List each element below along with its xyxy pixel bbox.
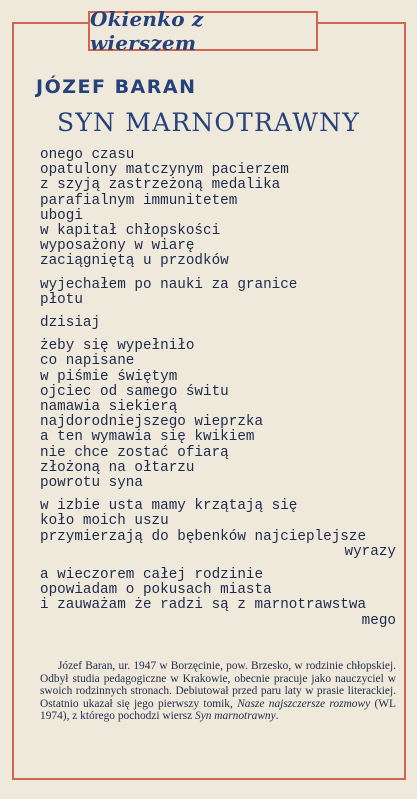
bio-text: . — [275, 710, 279, 723]
poem-line: i zauważam że radzi są z marnotrawstwa — [40, 597, 367, 614]
column-header — [88, 7, 318, 55]
poem-line: w piśmie świętym — [40, 368, 178, 385]
bio-text: (WL 1974), z którego pochodzi wiersz — [40, 697, 396, 723]
poem-line: opatulony matczynym pacierzem — [40, 162, 289, 179]
poem-line: zaciągniętą u przodków — [40, 253, 229, 270]
poem-line: przymierzają do bębenków najcieplejsze — [40, 528, 367, 545]
poem-line: a ten wymawia się kwikiem — [40, 429, 255, 446]
book-title: Nasze najszczersze rozmowy — [237, 697, 371, 710]
stanza — [40, 568, 396, 629]
poem-reference: Syn marnotrawny — [195, 710, 276, 723]
poem-line: powrotu syna — [40, 475, 143, 492]
poem-title: SYN MARNOTRAWNY — [57, 108, 360, 137]
poem-line: płotu — [40, 291, 83, 308]
poem-line: onego czasu — [40, 147, 135, 163]
poem-line: z szyją zastrzeżoną medalika — [40, 177, 281, 194]
column-title: Okienko z wierszem — [90, 7, 204, 55]
stanza — [40, 339, 396, 491]
author-name: JÓZEF BARAN — [36, 76, 197, 98]
poem-line: złożoną na ołtarzu — [40, 459, 195, 476]
poem-line: w kapitał chłopskości — [40, 223, 221, 240]
stanza — [40, 499, 396, 560]
poem-body — [40, 148, 396, 629]
poem-line: wyrazy — [344, 543, 396, 560]
poem-line: dzisiaj — [40, 315, 101, 332]
poem-line: żeby się wypełniło — [40, 338, 195, 355]
poem-line: koło moich uszu — [40, 513, 169, 530]
stanza — [40, 148, 396, 270]
poem-line: opowiadam o pokusach miasta — [40, 582, 272, 599]
poem-line: parafialnym immunitetem — [40, 192, 238, 209]
bio-text: Józef Baran, ur. 1947 w Borzęcinie, pow. Brzesko, w rodzinie chłopskiej. Odbył studia pedagogiczne w Krakowie, obecnie pracuje jako nauczyciel w swoich rodzinnych stronach. Debiutował przed paru laty w prasie literackiej. Ostatnio ukazał się jego pierwszy tomik, — [40, 660, 396, 710]
author-bio — [40, 660, 396, 723]
poem-line: a wieczorem całej rodzinie — [40, 567, 264, 584]
poem-line: najdorodniejszego wieprzka — [40, 414, 264, 431]
poem-line: wyjechałem po nauki za granice — [40, 276, 298, 293]
poem-line: nie chce zostać ofiarą — [40, 444, 229, 461]
poem-line: w izbie usta mamy krzątają się — [40, 498, 298, 515]
stanza — [40, 316, 396, 331]
poem-line: wyposażony w wiarę — [40, 238, 195, 255]
poem-line: co napisane — [40, 353, 135, 370]
poem-line: namawia siekierą — [40, 399, 178, 416]
poem-line: mego — [361, 612, 396, 629]
poem-line: ubogi — [40, 207, 83, 224]
stanza — [40, 278, 396, 308]
poem-line: ojciec od samego świtu — [40, 383, 229, 400]
